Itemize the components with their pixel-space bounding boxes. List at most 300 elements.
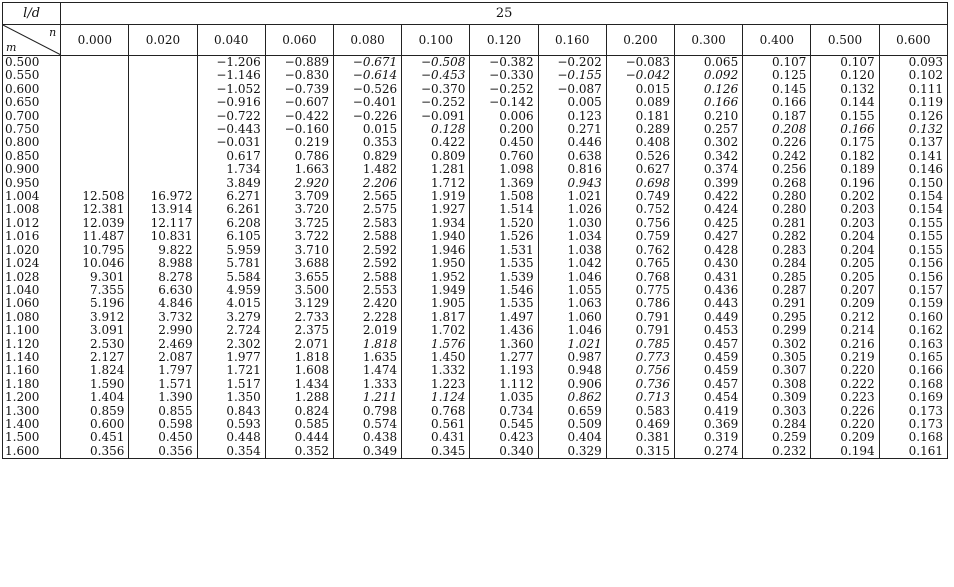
table-cell: 0.102 bbox=[879, 69, 947, 82]
table-cell bbox=[129, 123, 197, 136]
table-cell: 5.584 bbox=[197, 271, 265, 284]
table-cell: 1.546 bbox=[470, 284, 538, 297]
table-cell: 0.145 bbox=[743, 83, 811, 96]
ld-value: 25 bbox=[61, 3, 948, 25]
table-cell: 1.482 bbox=[333, 163, 401, 176]
table-cell: 0.627 bbox=[606, 163, 674, 176]
table-cell: −0.916 bbox=[197, 96, 265, 109]
table-cell: 0.203 bbox=[811, 203, 879, 216]
table-cell: 0.132 bbox=[879, 123, 947, 136]
table-cell: 0.257 bbox=[675, 123, 743, 136]
table-cell: −0.508 bbox=[402, 56, 470, 70]
table-cell: 1.517 bbox=[197, 378, 265, 391]
row-header-m: 1.200 bbox=[3, 391, 61, 404]
table-cell: 0.159 bbox=[879, 297, 947, 310]
table-cell: 0.749 bbox=[606, 190, 674, 203]
table-cell: 0.168 bbox=[879, 378, 947, 391]
table-cell: 0.600 bbox=[61, 418, 129, 431]
table-cell: 1.281 bbox=[402, 163, 470, 176]
data-table bbox=[2, 2, 948, 459]
table-cell: 0.166 bbox=[811, 123, 879, 136]
row-header-m: 0.950 bbox=[3, 177, 61, 190]
table-cell: 0.448 bbox=[197, 431, 265, 444]
table-cell: 0.785 bbox=[606, 338, 674, 351]
table-cell: 0.469 bbox=[606, 418, 674, 431]
table-cell: 0.369 bbox=[675, 418, 743, 431]
table-cell: 0.906 bbox=[538, 378, 606, 391]
table-cell: 3.500 bbox=[265, 284, 333, 297]
table-cell: 4.015 bbox=[197, 297, 265, 310]
table-cell: 1.905 bbox=[402, 297, 470, 310]
table-cell: 1.818 bbox=[265, 351, 333, 364]
table-cell: 0.256 bbox=[743, 163, 811, 176]
table-cell: 12.039 bbox=[61, 217, 129, 230]
table-row bbox=[3, 56, 948, 70]
table-cell: 0.450 bbox=[129, 431, 197, 444]
table-cell: 2.588 bbox=[333, 230, 401, 243]
table-cell: 0.280 bbox=[743, 190, 811, 203]
table-cell: 0.436 bbox=[675, 284, 743, 297]
table-cell: −0.160 bbox=[265, 123, 333, 136]
table-cell: 1.277 bbox=[470, 351, 538, 364]
table-cell: 10.795 bbox=[61, 244, 129, 257]
column-header-n: 0.300 bbox=[675, 25, 743, 56]
table-cell: −0.614 bbox=[333, 69, 401, 82]
table-cell: 0.222 bbox=[811, 378, 879, 391]
table-cell: 10.831 bbox=[129, 230, 197, 243]
table-cell: 0.182 bbox=[811, 150, 879, 163]
table-cell bbox=[129, 110, 197, 123]
table-cell: −0.155 bbox=[538, 69, 606, 82]
table-cell: 2.583 bbox=[333, 217, 401, 230]
table-cell: 0.760 bbox=[470, 150, 538, 163]
table-cell bbox=[61, 83, 129, 96]
table-cell: 0.786 bbox=[265, 150, 333, 163]
table-cell: −0.091 bbox=[402, 110, 470, 123]
table-cell: 0.155 bbox=[879, 244, 947, 257]
table-cell: 0.126 bbox=[675, 83, 743, 96]
table-cell: 3.720 bbox=[265, 203, 333, 216]
table-cell: 0.457 bbox=[675, 338, 743, 351]
table-cell: 2.228 bbox=[333, 311, 401, 324]
table-cell: 1.919 bbox=[402, 190, 470, 203]
table-cell: 3.710 bbox=[265, 244, 333, 257]
table-cell bbox=[129, 136, 197, 149]
table-cell: 0.107 bbox=[743, 56, 811, 70]
table-cell: 6.105 bbox=[197, 230, 265, 243]
table-cell: 1.508 bbox=[470, 190, 538, 203]
table-cell: 0.214 bbox=[811, 324, 879, 337]
row-header-m: 0.850 bbox=[3, 150, 61, 163]
table-cell: 2.019 bbox=[333, 324, 401, 337]
table-cell: 0.175 bbox=[811, 136, 879, 149]
table-cell: −0.526 bbox=[333, 83, 401, 96]
table-cell: 0.759 bbox=[606, 230, 674, 243]
table-row bbox=[3, 338, 948, 351]
table-cell: −0.722 bbox=[197, 110, 265, 123]
table-cell: 2.575 bbox=[333, 203, 401, 216]
table-row bbox=[3, 324, 948, 337]
table-cell: 0.431 bbox=[402, 431, 470, 444]
table-cell: 0.428 bbox=[675, 244, 743, 257]
table-cell: 0.354 bbox=[197, 445, 265, 459]
table-cell: −0.083 bbox=[606, 56, 674, 70]
table-cell: 0.205 bbox=[811, 257, 879, 270]
table-cell: 6.261 bbox=[197, 203, 265, 216]
table-cell: 1.098 bbox=[470, 163, 538, 176]
column-header-n: 0.500 bbox=[811, 25, 879, 56]
table-cell: 1.535 bbox=[470, 297, 538, 310]
table-cell: 1.038 bbox=[538, 244, 606, 257]
table-cell: 0.349 bbox=[333, 445, 401, 459]
row-header-m: 1.160 bbox=[3, 364, 61, 377]
table-cell: 0.155 bbox=[879, 217, 947, 230]
table-cell: 0.291 bbox=[743, 297, 811, 310]
table-cell: −1.206 bbox=[197, 56, 265, 70]
table-row bbox=[3, 230, 948, 243]
table-cell: −0.382 bbox=[470, 56, 538, 70]
row-header-m: 1.040 bbox=[3, 284, 61, 297]
corner-n-label: n bbox=[49, 26, 57, 39]
table-cell: 0.843 bbox=[197, 405, 265, 418]
table-cell: 12.508 bbox=[61, 190, 129, 203]
table-row bbox=[3, 177, 948, 190]
table-cell: 0.315 bbox=[606, 445, 674, 459]
corner-m-label: m bbox=[6, 41, 17, 54]
table-cell: 2.592 bbox=[333, 257, 401, 270]
table-cell: 8.278 bbox=[129, 271, 197, 284]
table-cell: 0.123 bbox=[538, 110, 606, 123]
table-cell: 0.449 bbox=[675, 311, 743, 324]
table-cell: 3.849 bbox=[197, 177, 265, 190]
table-cell bbox=[61, 110, 129, 123]
row-header-m: 1.060 bbox=[3, 297, 61, 310]
table-cell bbox=[61, 163, 129, 176]
table-cell: −0.087 bbox=[538, 83, 606, 96]
table-cell: 0.299 bbox=[743, 324, 811, 337]
table-row bbox=[3, 69, 948, 82]
table-cell: −0.142 bbox=[470, 96, 538, 109]
table-cell: 1.112 bbox=[470, 378, 538, 391]
column-header-n: 0.080 bbox=[333, 25, 401, 56]
table-cell: 1.608 bbox=[265, 364, 333, 377]
table-cell: 0.173 bbox=[879, 418, 947, 431]
table-cell: 0.165 bbox=[879, 351, 947, 364]
table-cell: 0.226 bbox=[811, 405, 879, 418]
table-cell: 1.350 bbox=[197, 391, 265, 404]
table-cell: 0.593 bbox=[197, 418, 265, 431]
table-cell: 16.972 bbox=[129, 190, 197, 203]
table-cell: 0.284 bbox=[743, 418, 811, 431]
row-header-m: 1.100 bbox=[3, 324, 61, 337]
table-cell: 1.950 bbox=[402, 257, 470, 270]
table-cell: 0.430 bbox=[675, 257, 743, 270]
table-cell: 0.381 bbox=[606, 431, 674, 444]
table-row bbox=[3, 96, 948, 109]
table-cell: 1.404 bbox=[61, 391, 129, 404]
table-cell: 2.469 bbox=[129, 338, 197, 351]
table-cell: 2.724 bbox=[197, 324, 265, 337]
table-cell: 0.855 bbox=[129, 405, 197, 418]
table-cell: −0.252 bbox=[402, 96, 470, 109]
table-cell: 0.424 bbox=[675, 203, 743, 216]
row-header-m: 0.800 bbox=[3, 136, 61, 149]
table-cell: 2.375 bbox=[265, 324, 333, 337]
table-cell: 2.553 bbox=[333, 284, 401, 297]
table-cell: 6.630 bbox=[129, 284, 197, 297]
row-header-m: 1.024 bbox=[3, 257, 61, 270]
table-cell: 0.374 bbox=[675, 163, 743, 176]
table-cell: 1.576 bbox=[402, 338, 470, 351]
table-cell: 0.006 bbox=[470, 110, 538, 123]
table-cell: 0.773 bbox=[606, 351, 674, 364]
row-header-m: 0.750 bbox=[3, 123, 61, 136]
table-cell: 0.166 bbox=[743, 96, 811, 109]
table-cell: −0.202 bbox=[538, 56, 606, 70]
table-row bbox=[3, 351, 948, 364]
table-cell: 0.283 bbox=[743, 244, 811, 257]
table-row bbox=[3, 391, 948, 404]
table-cell: 0.132 bbox=[811, 83, 879, 96]
row-header-m: 0.550 bbox=[3, 69, 61, 82]
table-cell: 0.307 bbox=[743, 364, 811, 377]
table-cell: 0.125 bbox=[743, 69, 811, 82]
table-cell: 0.202 bbox=[811, 190, 879, 203]
table-cell: 1.514 bbox=[470, 203, 538, 216]
table-cell: 1.369 bbox=[470, 177, 538, 190]
table-cell: 1.046 bbox=[538, 271, 606, 284]
table-cell: 0.285 bbox=[743, 271, 811, 284]
table-cell: 0.768 bbox=[402, 405, 470, 418]
table-cell: 3.732 bbox=[129, 311, 197, 324]
table-cell: 0.168 bbox=[879, 431, 947, 444]
table-cell: 0.259 bbox=[743, 431, 811, 444]
table-cell: 0.089 bbox=[606, 96, 674, 109]
row-header-m: 1.600 bbox=[3, 445, 61, 459]
table-cell: 0.444 bbox=[265, 431, 333, 444]
table-cell bbox=[129, 83, 197, 96]
table-cell: 4.846 bbox=[129, 297, 197, 310]
table-cell: 1.436 bbox=[470, 324, 538, 337]
table-row bbox=[3, 190, 948, 203]
row-header-m: 1.300 bbox=[3, 405, 61, 418]
table-cell bbox=[129, 56, 197, 70]
table-cell: 2.990 bbox=[129, 324, 197, 337]
table-cell: 0.065 bbox=[675, 56, 743, 70]
table-cell: 1.663 bbox=[265, 163, 333, 176]
table-cell: 0.187 bbox=[743, 110, 811, 123]
table-row bbox=[3, 405, 948, 418]
table-cell: 1.474 bbox=[333, 364, 401, 377]
table-cell: −1.146 bbox=[197, 69, 265, 82]
table-cell: 0.427 bbox=[675, 230, 743, 243]
table-cell: 0.150 bbox=[879, 177, 947, 190]
table-cell: 0.798 bbox=[333, 405, 401, 418]
header-row-n bbox=[3, 25, 948, 56]
table-cell: 0.220 bbox=[811, 364, 879, 377]
table-cell: −0.226 bbox=[333, 110, 401, 123]
table-cell: −0.330 bbox=[470, 69, 538, 82]
row-header-m: 1.016 bbox=[3, 230, 61, 243]
table-cell: 1.817 bbox=[402, 311, 470, 324]
table-cell bbox=[61, 136, 129, 149]
table-cell bbox=[129, 163, 197, 176]
table-cell: 0.155 bbox=[879, 230, 947, 243]
column-header-n: 0.400 bbox=[743, 25, 811, 56]
table-cell: 0.408 bbox=[606, 136, 674, 149]
table-row bbox=[3, 150, 948, 163]
table-cell: −0.607 bbox=[265, 96, 333, 109]
table-cell: 0.598 bbox=[129, 418, 197, 431]
table-cell: 0.816 bbox=[538, 163, 606, 176]
table-cell bbox=[61, 177, 129, 190]
table-cell: 0.303 bbox=[743, 405, 811, 418]
table-row bbox=[3, 136, 948, 149]
table-cell: 1.434 bbox=[265, 378, 333, 391]
table-cell: 0.203 bbox=[811, 217, 879, 230]
table-cell: 1.526 bbox=[470, 230, 538, 243]
table-row bbox=[3, 431, 948, 444]
row-header-m: 1.140 bbox=[3, 351, 61, 364]
table-cell: 0.219 bbox=[811, 351, 879, 364]
table-cell: 0.786 bbox=[606, 297, 674, 310]
table-cell: 0.160 bbox=[879, 311, 947, 324]
table-cell: 0.173 bbox=[879, 405, 947, 418]
table-cell: 1.497 bbox=[470, 311, 538, 324]
table-cell: 3.091 bbox=[61, 324, 129, 337]
table-cell: 2.592 bbox=[333, 244, 401, 257]
table-row bbox=[3, 445, 948, 459]
table-cell: 10.046 bbox=[61, 257, 129, 270]
table-cell: 0.196 bbox=[811, 177, 879, 190]
table-cell: 13.914 bbox=[129, 203, 197, 216]
table-cell: 0.295 bbox=[743, 311, 811, 324]
table-cell: 0.431 bbox=[675, 271, 743, 284]
row-header-m: 1.080 bbox=[3, 311, 61, 324]
table-cell: 0.015 bbox=[606, 83, 674, 96]
table-cell: 5.196 bbox=[61, 297, 129, 310]
table-cell: −0.671 bbox=[333, 56, 401, 70]
table-cell: −0.443 bbox=[197, 123, 265, 136]
table-cell: 5.781 bbox=[197, 257, 265, 270]
row-header-m: 0.500 bbox=[3, 56, 61, 70]
table-cell: 1.124 bbox=[402, 391, 470, 404]
table-cell: 1.021 bbox=[538, 338, 606, 351]
table-cell: 0.204 bbox=[811, 244, 879, 257]
table-cell: 1.288 bbox=[265, 391, 333, 404]
table-cell: −1.052 bbox=[197, 83, 265, 96]
table-cell: 0.509 bbox=[538, 418, 606, 431]
table-cell: 2.302 bbox=[197, 338, 265, 351]
table-cell: 0.438 bbox=[333, 431, 401, 444]
table-cell: 0.943 bbox=[538, 177, 606, 190]
table-cell: 0.736 bbox=[606, 378, 674, 391]
table-cell: −0.401 bbox=[333, 96, 401, 109]
table-cell: 0.454 bbox=[675, 391, 743, 404]
table-cell: 0.617 bbox=[197, 150, 265, 163]
table-cell: 0.242 bbox=[743, 150, 811, 163]
table-cell: 3.725 bbox=[265, 217, 333, 230]
table-cell: 0.309 bbox=[743, 391, 811, 404]
row-header-m: 1.020 bbox=[3, 244, 61, 257]
column-header-n: 0.100 bbox=[402, 25, 470, 56]
row-header-m: 1.500 bbox=[3, 431, 61, 444]
table-row bbox=[3, 418, 948, 431]
table-row bbox=[3, 123, 948, 136]
table-cell: 0.232 bbox=[743, 445, 811, 459]
row-header-m: 1.180 bbox=[3, 378, 61, 391]
table-cell: 0.093 bbox=[879, 56, 947, 70]
row-header-m: 0.900 bbox=[3, 163, 61, 176]
table-row bbox=[3, 364, 948, 377]
table-cell: 6.271 bbox=[197, 190, 265, 203]
table-cell: 8.988 bbox=[129, 257, 197, 270]
table-cell: 0.137 bbox=[879, 136, 947, 149]
table-cell: 0.204 bbox=[811, 230, 879, 243]
table-cell: 2.420 bbox=[333, 297, 401, 310]
table-cell: 3.912 bbox=[61, 311, 129, 324]
table-cell: 0.194 bbox=[811, 445, 879, 459]
table-body bbox=[3, 56, 948, 459]
table-cell: 7.355 bbox=[61, 284, 129, 297]
row-header-m: 1.120 bbox=[3, 338, 61, 351]
table-cell: 0.156 bbox=[879, 257, 947, 270]
table-cell: −0.252 bbox=[470, 83, 538, 96]
table-cell: 1.797 bbox=[129, 364, 197, 377]
table-cell: 0.987 bbox=[538, 351, 606, 364]
table-cell: 1.034 bbox=[538, 230, 606, 243]
table-cell: 0.659 bbox=[538, 405, 606, 418]
table-cell: 1.571 bbox=[129, 378, 197, 391]
table-cell: 0.282 bbox=[743, 230, 811, 243]
table-cell: 1.520 bbox=[470, 217, 538, 230]
table-cell: 1.952 bbox=[402, 271, 470, 284]
column-header-n: 0.000 bbox=[61, 25, 129, 56]
table-cell: −0.453 bbox=[402, 69, 470, 82]
table-cell: 12.381 bbox=[61, 203, 129, 216]
table-cell: 0.399 bbox=[675, 177, 743, 190]
table-cell: 0.404 bbox=[538, 431, 606, 444]
table-cell: 0.119 bbox=[879, 96, 947, 109]
table-cell: 0.219 bbox=[265, 136, 333, 149]
table-cell: 0.425 bbox=[675, 217, 743, 230]
table-cell: −0.370 bbox=[402, 83, 470, 96]
column-header-n: 0.160 bbox=[538, 25, 606, 56]
table-cell: 4.959 bbox=[197, 284, 265, 297]
table-cell: 0.791 bbox=[606, 311, 674, 324]
row-header-m: 1.004 bbox=[3, 190, 61, 203]
table-cell: 1.539 bbox=[470, 271, 538, 284]
table-cell: 0.583 bbox=[606, 405, 674, 418]
table-cell: 0.155 bbox=[811, 110, 879, 123]
table-cell: −0.422 bbox=[265, 110, 333, 123]
table-cell bbox=[129, 96, 197, 109]
table-cell: 6.208 bbox=[197, 217, 265, 230]
table-cell: 0.208 bbox=[743, 123, 811, 136]
row-header-m: 1.008 bbox=[3, 203, 61, 216]
table-cell: 1.712 bbox=[402, 177, 470, 190]
table-cell: 12.117 bbox=[129, 217, 197, 230]
table-cell: 0.859 bbox=[61, 405, 129, 418]
table-cell: 0.419 bbox=[675, 405, 743, 418]
table-cell: 2.127 bbox=[61, 351, 129, 364]
table-cell: 1.026 bbox=[538, 203, 606, 216]
table-cell: 0.284 bbox=[743, 257, 811, 270]
table-cell: 3.709 bbox=[265, 190, 333, 203]
table-cell: 0.223 bbox=[811, 391, 879, 404]
table-cell: 1.055 bbox=[538, 284, 606, 297]
table-cell: 0.319 bbox=[675, 431, 743, 444]
